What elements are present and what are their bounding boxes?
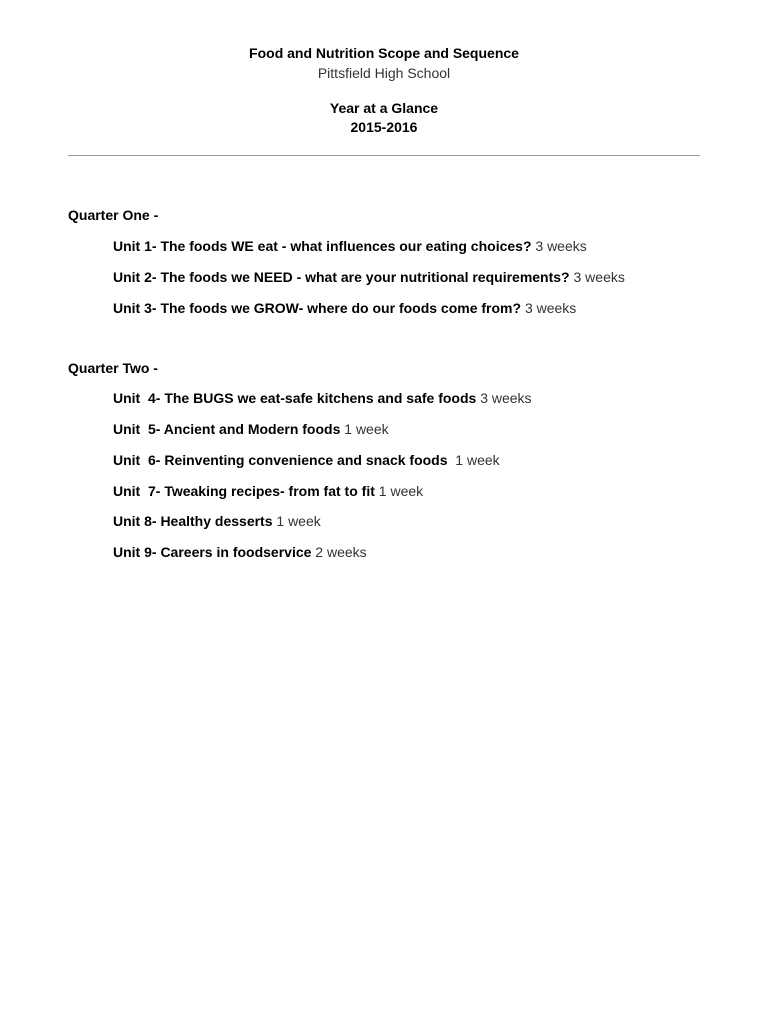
unit-item	[113, 483, 423, 499]
unit-duration: 3 weeks	[569, 269, 625, 285]
unit-item	[113, 300, 576, 316]
unit-duration: 1 week	[374, 483, 424, 499]
unit-title: Unit 2- The foods we NEED - what are your nutritional requirements?	[113, 269, 570, 285]
unit-item	[113, 513, 321, 529]
unit-title: Unit 4- The BUGS we eat-safe kitchens and safe foods	[113, 390, 477, 406]
horizontal-divider	[68, 155, 700, 156]
quarter-one-heading: Quarter One -	[68, 207, 159, 223]
unit-item	[113, 544, 367, 560]
unit-duration: 3 weeks	[476, 390, 532, 406]
document-subtitle: Year at a Glance	[329, 100, 439, 116]
unit-duration: 3 weeks	[531, 238, 587, 254]
unit-duration: 2 weeks	[311, 544, 367, 560]
unit-item	[113, 238, 587, 254]
unit-duration: 1 week	[340, 421, 389, 437]
unit-title: Unit 5- Ancient and Modern foods	[113, 421, 341, 437]
unit-title: Unit 3- The foods we GROW- where do our foods come from?	[113, 300, 522, 316]
unit-title: Unit 9- Careers in foodservice	[113, 544, 312, 560]
document-title: Food and Nutrition Scope and Sequence	[249, 45, 519, 61]
unit-title: Unit 1- The foods WE eat - what influences our eating choices?	[113, 238, 532, 254]
unit-title: Unit 8- Healthy desserts	[113, 513, 273, 529]
unit-duration: 3 weeks	[521, 300, 577, 316]
quarter-two-heading: Quarter Two -	[68, 360, 158, 376]
school-name: Pittsfield High School	[317, 65, 451, 81]
unit-item	[113, 269, 625, 285]
unit-item	[113, 452, 500, 468]
unit-item	[113, 390, 532, 406]
unit-title: Unit 7- Tweaking recipes- from fat to fit	[113, 483, 375, 499]
unit-title: Unit 6- Reinventing convenience and snack foods	[113, 452, 448, 468]
unit-item	[113, 421, 389, 437]
unit-duration: 1 week	[272, 513, 321, 529]
school-year: 2015-2016	[350, 119, 418, 135]
unit-duration: 1 week	[447, 452, 500, 468]
